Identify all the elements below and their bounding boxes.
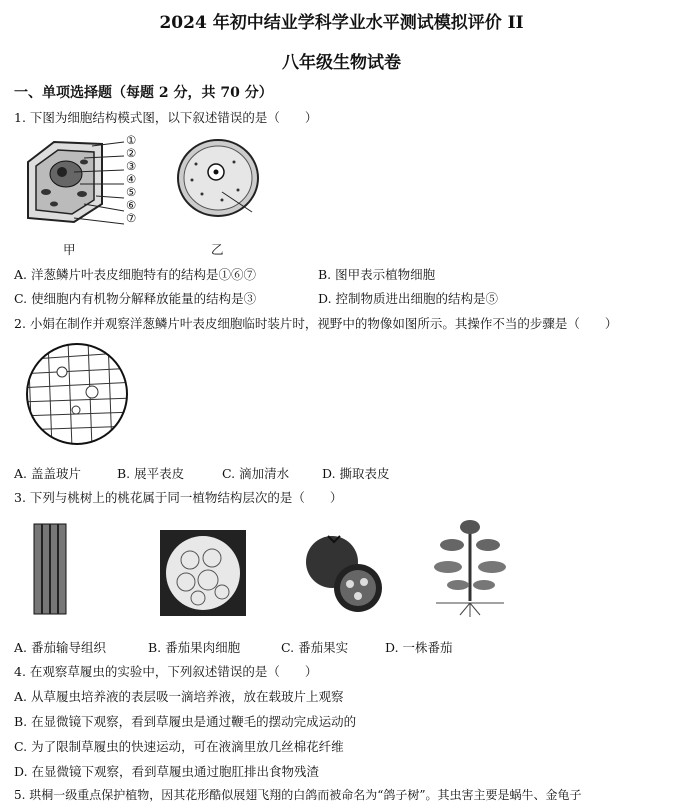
q3-stem: 3. 下列与桃树上的桃花属于同一植物结构层次的是（ ） [14,490,343,505]
section-heading: 一、单项选择题（每题 2 分，共 70 分） [14,85,273,101]
q3-option-c: C. 番茄果实 [281,640,349,655]
q4-option-d: D. 在显微镜下观察，看到草履虫通过胞肛排出食物残渣 [14,764,320,779]
figure-label: ④ [126,172,137,186]
pulp-cell-figure [160,530,246,616]
figure-label: ⑥ [126,198,137,212]
q1-option-d: D. 控制物质进出细胞的结构是⑤ [318,291,499,306]
exam-title: 2024 年初中结业学科学业水平测试模拟评价 II [159,13,524,33]
q1-option-a: A. 洋葱鳞片叶表皮细胞特有的结构是①⑥⑦ [14,267,256,282]
figure-label: ③ [126,159,137,173]
q2-option-a: A. 盖盖玻片 [14,466,81,481]
q4-option-c: C. 为了限制草履虫的快速运动，可在液滴里放几丝棉花纤维 [14,739,344,754]
plant-cell-figure [14,132,164,232]
q1-stem: 1. 下图为细胞结构模式图，以下叙述错误的是（ ） [14,110,318,125]
figure-label: ① [126,133,137,147]
tomato-plant-figure [430,515,510,620]
q4-stem: 4. 在观察草履虫的实验中，下列叙述错误的是（ ） [14,664,318,679]
q3-option-a: A. 番茄输导组织 [14,640,106,655]
q2-option-b: B. 展平表皮 [117,466,185,481]
q2-stem: 2. 小娟在制作并观察洋葱鳞片叶表皮细胞临时装片时，视野中的物像如图所示。其操作不当的步骤是（ ） [14,316,618,331]
q2-option-d: D. 撕取表皮 [322,466,390,481]
q1-option-b: B. 图甲表示植物细胞 [318,267,436,282]
exam-subtitle: 八年级生物试卷 [282,53,401,73]
caption-b: 乙 [211,242,224,257]
animal-cell-figure [172,134,267,224]
q5-stem: 5. 珙桐一级重点保护植物，因其花形酷似展翅飞翔的白鸽而被命名为“鸽子树”。其虫害主要是蜗牛、金龟子 [14,788,582,802]
q3-option-d: D. 一株番茄 [385,640,453,655]
vascular-tissue-figure [30,522,70,617]
figure-label: ② [126,146,137,160]
q4-option-a: A. 从草履虫培养液的表层吸一滴培养液，放在载玻片上观察 [14,689,344,704]
figure-labels [126,134,136,225]
tomato-fruit-figure [300,528,388,618]
figure-label: ⑦ [126,211,137,225]
caption-a: 甲 [63,242,76,257]
microscope-view-figure [18,340,136,448]
q4-option-b: B. 在显微镜下观察，看到草履虫是通过鞭毛的摆动完成运动的 [14,714,357,729]
figure-label: ⑤ [126,185,137,199]
q1-option-c: C. 使细胞内有机物分解释放能量的结构是③ [14,291,257,306]
q2-option-c: C. 滴加清水 [222,466,290,481]
q3-option-b: B. 番茄果肉细胞 [148,640,241,655]
